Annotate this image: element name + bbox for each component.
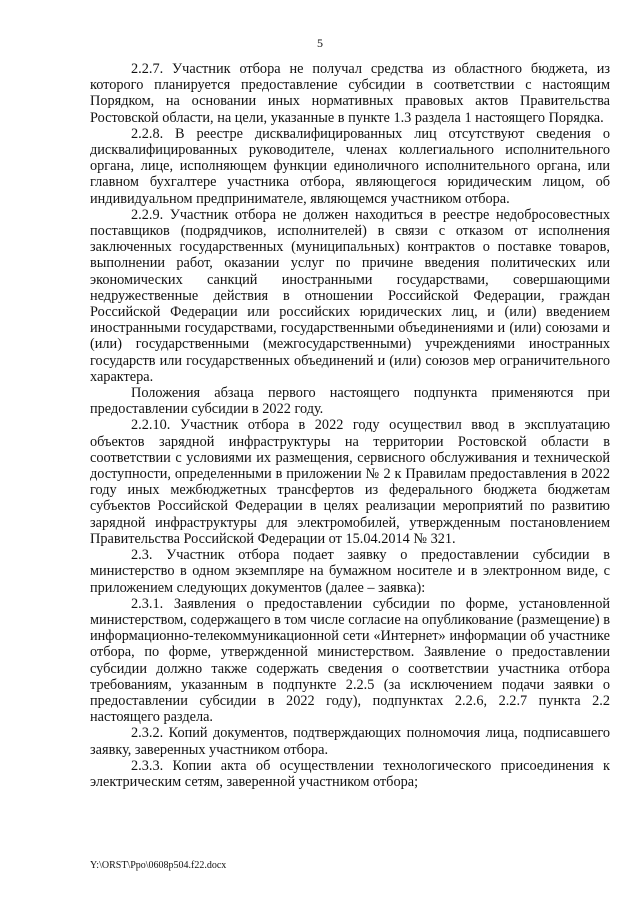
paragraph-2-3: 2.3. Участник отбора подает заявку о предоставлении субсидии в министерство в одном экземпляре на бумажном носителе и в электронном виде, с приложением следующих документов (далее – заявка):: [90, 547, 610, 596]
document-body: [90, 61, 610, 790]
paragraph-2-2-9: 2.2.9. Участник отбора не должен находиться в реестре недобросовестных поставщиков (подрядчиков, исполнителей) в связи с отказом от исполнения заключенных государственных (муниципальных) контрактов о поставке товаров, выполнении работ, оказании услуг по причине введения политических или экономических санкций иностранными государствами, совершающими недружественные действия в отношении Российской Федерации, граждан Российской Федерации или российских юридических лиц, и (или) введением иностранными государствами, государственными объединениями и (или) союзами и (или) государственными (межгосударственными) учреждениями иностранных государств или государственных объединений и (или) союзов мер ограничительного характера.: [90, 206, 610, 385]
paragraph-2-3-2: 2.3.2. Копий документов, подтверждающих полномочия лица, подписавшего заявку, заверенных участником отбора.: [90, 725, 610, 758]
paragraph-2-2-8: 2.2.8. В реестре дисквалифицированных лиц отсутствуют сведения о дисквалифицированных руководителе, членах коллегиального исполнительного органа, лице, исполняющем функции единоличного исполнительного органа, или главном бухгалтере участника отбора, являющегося юридическим лицом, об индивидуальном предпринимателе, являющемся участником отбора.: [90, 125, 610, 207]
page-number: 5: [317, 36, 323, 50]
paragraph-2-2-10: 2.2.10. Участник отбора в 2022 году осуществил ввод в эксплуатацию объектов зарядной инфраструктуры на территории Ростовской области в соответствии с условиями их размещения, сервисного обслуживания и технической доступности, определенными в приложении № 2 к Правилам предоставления в 2022 году иных межбюджетных трансфертов из федерального бюджета бюджетам субъектов Российской Федерации в целях реализации мероприятий по развитию зарядной инфраструктуры для электромобилей, утвержденным постановлением Правительства Российской Федерации от 15.04.2014 № 321.: [90, 417, 610, 547]
paragraph-2-2-9-note: Положения абзаца первого настоящего подпункта применяются при предоставлении субсидии в 2022 году.: [90, 385, 610, 418]
paragraph-2-2-7: 2.2.7. Участник отбора не получал средства из областного бюджета, из которого планируется предоставление субсидии в соответствии с настоящим Порядком, на основании иных нормативных правовых актов Правительства Ростовской области, на цели, указанные в пункте 1.3 раздела 1 настоящего Порядка.: [90, 61, 610, 126]
file-path-footer: Y:\ORST\Ppo\0608p504.f22.docx: [90, 860, 227, 871]
paragraph-2-3-3: 2.3.3. Копии акта об осуществлении технологического присоединения к электрическим сетям, заверенной участником отбора;: [90, 757, 610, 790]
paragraph-2-3-1: 2.3.1. Заявления о предоставлении субсидии по форме, установленной министерством, содержащего в том числе согласие на опубликование (размещение) в информационно-телекоммуникационной сети «Интернет» информации об участнике отбора, по форме, утвержденной министерством. Заявление о предоставлении субсидии должно также содержать сведения о соответствии участника отбора требованиям, указанным в подпункте 2.2.5 (за исключением подачи заявки о предоставлении субсидии в 2022 году), подпунктах 2.2.6, 2.2.7 пункта 2.2 настоящего раздела.: [90, 595, 610, 726]
